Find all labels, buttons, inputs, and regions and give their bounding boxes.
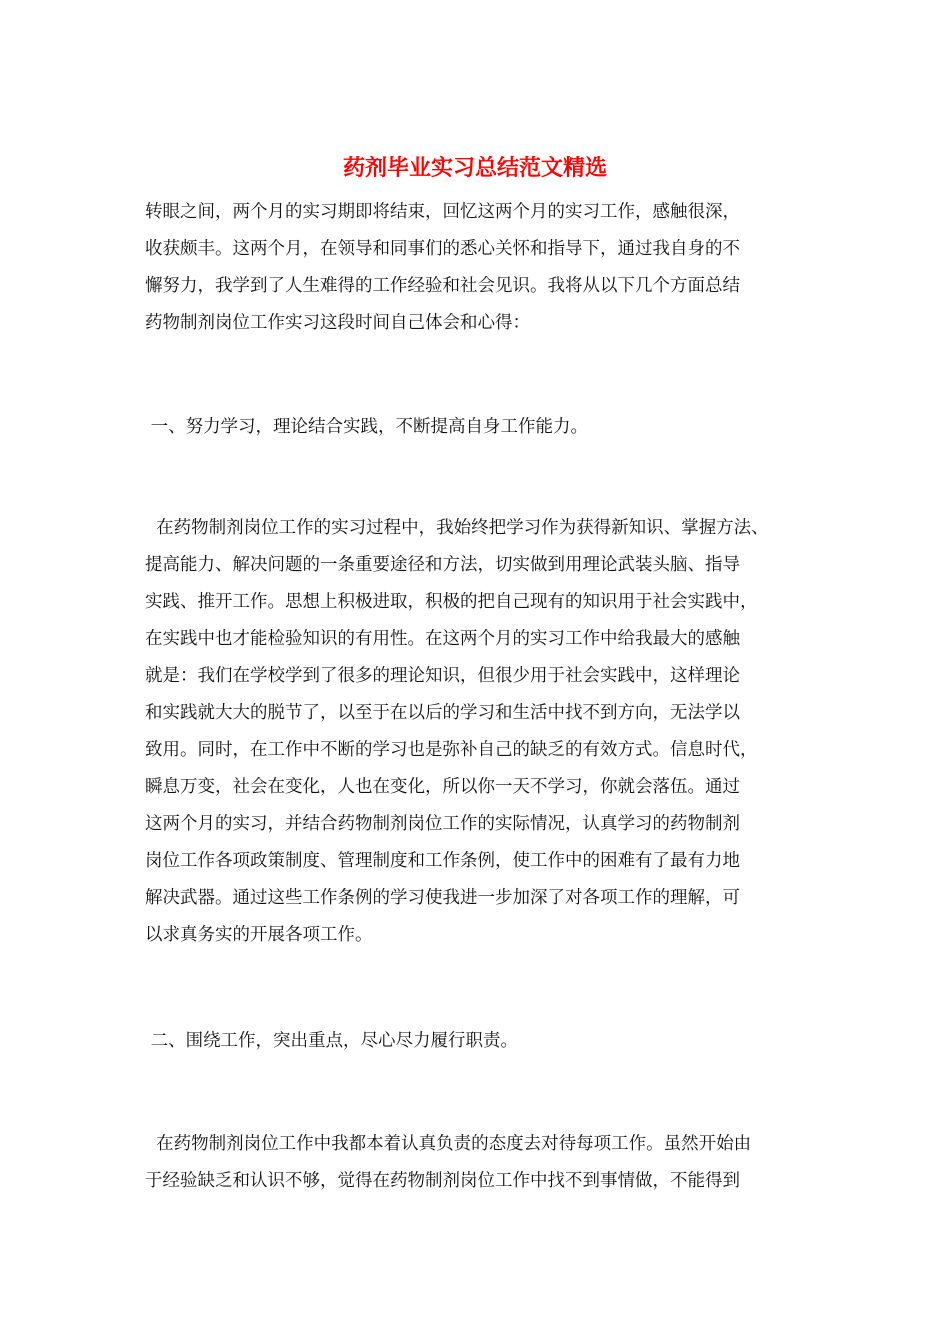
text-line: 以求真务实的开展各项工作。 xyxy=(145,925,373,945)
document-title: 药剂毕业实习总结范文精选 xyxy=(342,155,607,181)
text-line: 收获颇丰。这两个月，在领导和同事们的悉心关怀和指导下，通过我自身的不 xyxy=(145,239,740,259)
section-heading-2 xyxy=(145,1023,825,1060)
text-line: 在药物制剂岗位工作的实习过程中，我始终把学习作为获得新知识、掌握方法、 xyxy=(145,518,769,538)
text-line: 在实践中也才能检验知识的有用性。在这两个月的实习工作中给我最大的感触 xyxy=(145,629,740,649)
text-line: 于经验缺乏和认识不够，觉得在药物制剂岗位工作中找不到事情做，不能得到 xyxy=(145,1171,740,1191)
text-line: 药物制剂岗位工作实习这段时间自己体会和心得： xyxy=(145,313,530,333)
text-line: 解决武器。通过这些工作条例的学习使我进一步加深了对各项工作的理解，可 xyxy=(145,888,740,908)
intro-paragraph xyxy=(145,194,825,342)
text-line: 这两个月的实习，并结合药物制剂岗位工作的实际情况，认真学习的药物制剂 xyxy=(145,814,740,834)
section-paragraph-1 xyxy=(145,510,825,954)
text-line: 在药物制剂岗位工作中我都本着认真负责的态度去对待每项工作。虽然开始由 xyxy=(145,1134,752,1154)
text-line: 致用。同时，在工作中不断的学习也是弥补自己的缺乏的有效方式。信息时代， xyxy=(145,740,758,760)
text-line: 二、围绕工作，突出重点，尽心尽力履行职责。 xyxy=(145,1031,519,1051)
text-line: 瞬息万变，社会在变化，人也在变化，所以你一天不学习，你就会落伍。通过 xyxy=(145,777,740,797)
text-line: 提高能力、解决问题的一条重要途径和方法，切实做到用理论武装头脑、指导 xyxy=(145,555,740,575)
text-line: 一、努力学习，理论结合实践，不断提高自身工作能力。 xyxy=(145,417,589,437)
text-line: 转眼之间，两个月的实习期即将结束，回忆这两个月的实习工作，感触很深， xyxy=(145,202,740,222)
text-line: 就是：我们在学校学到了很多的理论知识，但很少用于社会实践中，这样理论 xyxy=(145,666,740,686)
text-line: 实践、推开工作。思想上积极进取，积极的把自己现有的知识用于社会实践中， xyxy=(145,592,758,612)
section-heading-1 xyxy=(145,409,825,446)
section-paragraph-2 xyxy=(145,1126,825,1200)
text-line: 岗位工作各项政策制度、管理制度和工作条例，使工作中的困难有了最有力地 xyxy=(145,851,740,871)
text-line: 懈努力，我学到了人生难得的工作经验和社会见识。我将从以下几个方面总结 xyxy=(145,276,740,296)
text-line: 和实践就大大的脱节了，以至于在以后的学习和生活中找不到方向，无法学以 xyxy=(145,703,740,723)
